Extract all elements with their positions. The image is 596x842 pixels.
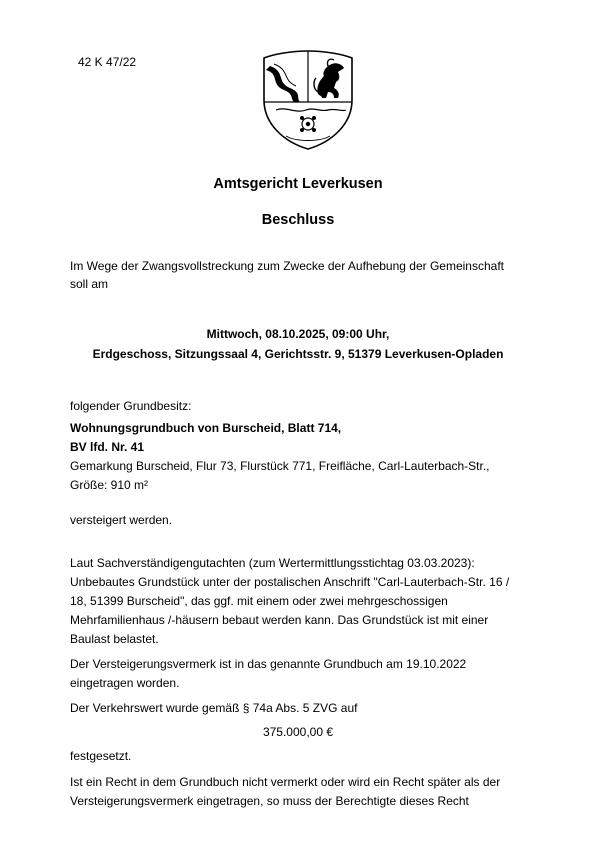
property-details-line-2: Größe: 910 m² [70,478,149,492]
intro-line-2: soll am [70,277,109,291]
auction-statement: versteigert werden. [70,513,173,527]
registration-line-1: Der Versteigerungsvermerk ist in das genannte Grundbuch am 19.10.2022 [70,657,467,671]
market-value: 375.000,00 € [262,725,334,739]
appraisal-line-4: Mehrfamilienhaus /-häusern bebaut werden kann. Das Grundstück ist mit einer [70,613,489,627]
appraisal-line-5: Baulast belastet. [70,632,159,646]
rights-notice-line-2: Versteigerungsvermerk eingetragen, so muss der Berechtigte dieses Recht [70,794,469,808]
appointment-date: Mittwoch, 08.10.2025, 09:00 Uhr, [206,327,390,341]
coat-of-arms-icon [256,48,360,152]
court-name: Amtsgericht Leverkusen [213,176,383,192]
property-details-line-1: Gemarkung Burscheid, Flur 73, Flurstück 771, Freifläche, Carl-Lauterbach-Str., [70,459,490,473]
market-value-intro: Der Verkehrswert wurde gemäß § 74a Abs. 5 ZVG auf [70,701,358,715]
intro-line-1: Im Wege der Zwangsvollstreckung zum Zwecke der Aufhebung der Gemeinschaft [70,259,504,273]
register-number: BV lfd. Nr. 41 [70,440,145,454]
appointment-location: Erdgeschoss, Sitzungssaal 4, Gerichtsstr. 9, 51379 Leverkusen-Opladen [92,347,504,361]
file-number: 42 K 47/22 [78,55,137,69]
document-title: Beschluss [261,212,335,228]
rights-notice-line-1: Ist ein Recht in dem Grundbuch nicht vermerkt oder wird ein Recht später als der [70,775,501,789]
appraisal-line-2: Unbebautes Grundstück unter der postalischen Anschrift "Carl-Lauterbach-Str. 16 / [70,575,510,589]
appraisal-line-3: 18, 51399 Burscheid", das ggf. mit einem oder zwei mehrgeschossigen [70,594,448,608]
appraisal-line-1: Laut Sachverständigengutachten (zum Wertermittlungsstichtag 03.03.2023): [70,556,475,570]
property-intro: folgender Grundbesitz: [70,399,192,413]
market-value-outro: festgesetzt. [70,749,132,763]
registration-line-2: eingetragen worden. [70,676,180,690]
land-register-entry: Wohnungsgrundbuch von Burscheid, Blatt 714, [70,421,342,435]
